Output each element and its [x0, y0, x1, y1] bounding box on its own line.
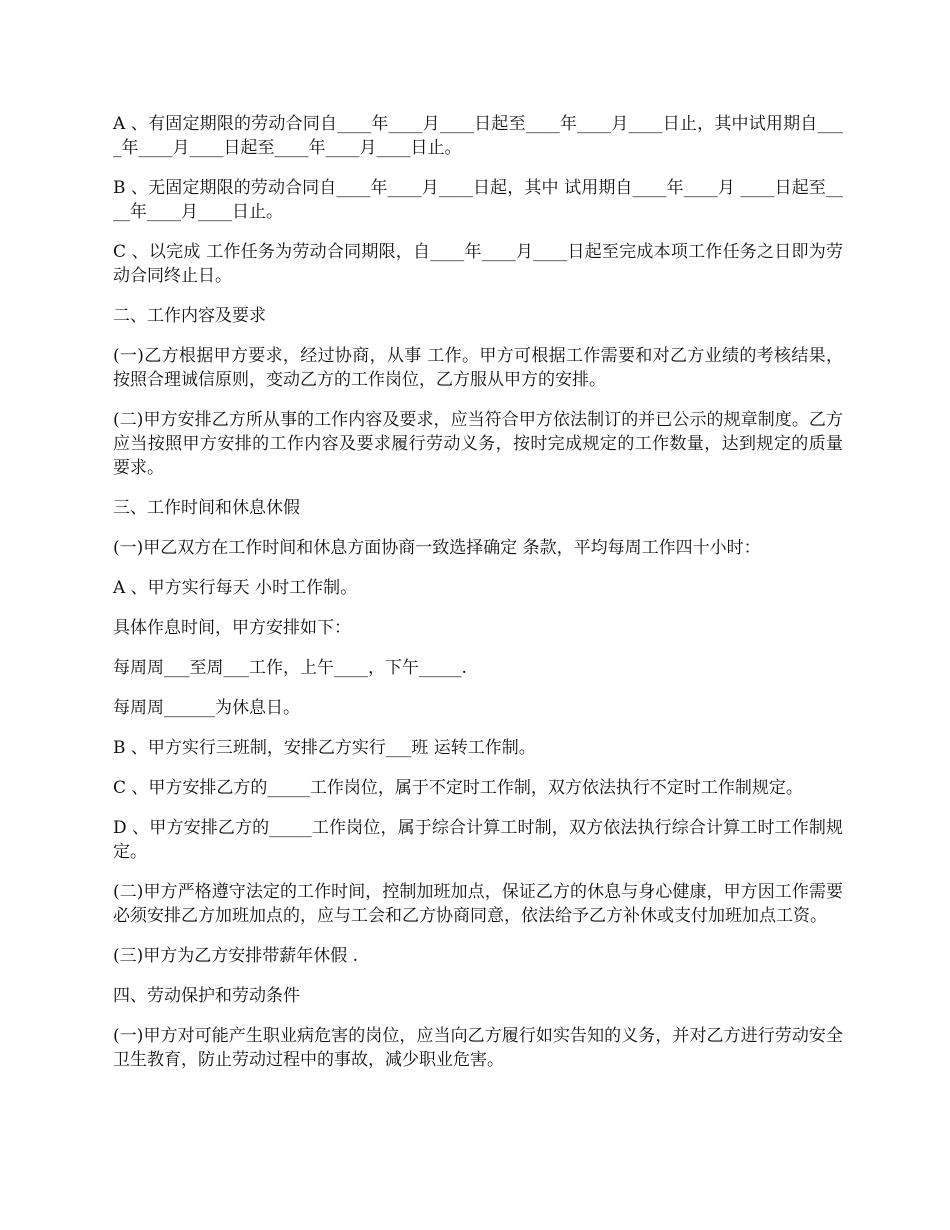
clause-b-shift-system: B 、甲方实行三班制，安排乙方实行___班 运转工作制。 [113, 738, 536, 758]
document-body [113, 112, 843, 1088]
clause-d-comprehensive-hours: D 、甲方安排乙方的_____工作岗位，属于综合计算工时制，双方依法执行综合计算工时工作制规定。 [113, 818, 843, 862]
paragraph-paid-leave: (三)甲方为乙方安排带薪年休假 . [113, 946, 359, 966]
clause-a-daily-hours: A 、甲方实行每天 小时工作制。 [113, 578, 358, 598]
section-heading-work-content: 二、工作内容及要求 [113, 306, 266, 326]
clause-c-task-term: C 、以完成 工作任务为劳动合同期限，自____年____月____日起至完成本项工作任务之日即为劳动合同终止日。 [113, 242, 843, 286]
paragraph-occupational-safety: (一)甲方对可能产生职业病危害的岗位，应当向乙方履行如实告知的义务，并对乙方进行劳动安全卫生教育，防止劳动过程中的事故，减少职业危害。 [113, 1026, 843, 1070]
clause-a-fixed-term: A 、有固定期限的劳动合同自____年____月____日起至____年____月____日止，其中试用期自____年____月____日起至____年____月____日止。 [113, 114, 843, 158]
section-heading-labor-protection: 四、劳动保护和劳动条件 [113, 986, 300, 1006]
paragraph-hours-agreement: (一)甲乙双方在工作时间和休息方面协商一致选择确定 条款，平均每周工作四十小时： [113, 538, 761, 558]
paragraph-rest-day: 每周周______为休息日。 [113, 698, 300, 718]
paragraph-work-assignment: (一)乙方根据甲方要求，经过协商，从事 工作。甲方可根据工作需要和对乙方业绩的考核结果，按照合理诚信原则，变动乙方的工作岗位，乙方服从甲方的安排。 [113, 346, 843, 390]
paragraph-weekly-schedule: 每周周___至周___工作，上午____，下午_____. [113, 658, 467, 678]
paragraph-work-requirements: (二)甲方安排乙方所从事的工作内容及要求，应当符合甲方依法制订的并已公示的规章制度。乙方应当按照甲方安排的工作内容及要求履行劳动义务，按时完成规定的工作数量，达到规定的质量要求。 [113, 410, 843, 478]
clause-c-flexible-hours: C 、甲方安排乙方的_____工作岗位，属于不定时工作制，双方依法执行不定时工作制规定。 [113, 778, 803, 798]
clause-b-open-term: B 、无固定期限的劳动合同自____年____月____日起，其中 试用期自____年____月 ____日起至____年____月____日止。 [113, 178, 843, 222]
paragraph-schedule-intro: 具体作息时间，甲方安排如下： [113, 618, 351, 638]
section-heading-working-hours: 三、工作时间和休息休假 [113, 498, 300, 518]
paragraph-overtime: (二)甲方严格遵守法定的工作时间，控制加班加点，保证乙方的休息与身心健康，甲方因工作需要必须安排乙方加班加点的，应与工会和乙方协商同意，依法给予乙方补休或支付加班加点工资。 [113, 882, 843, 926]
